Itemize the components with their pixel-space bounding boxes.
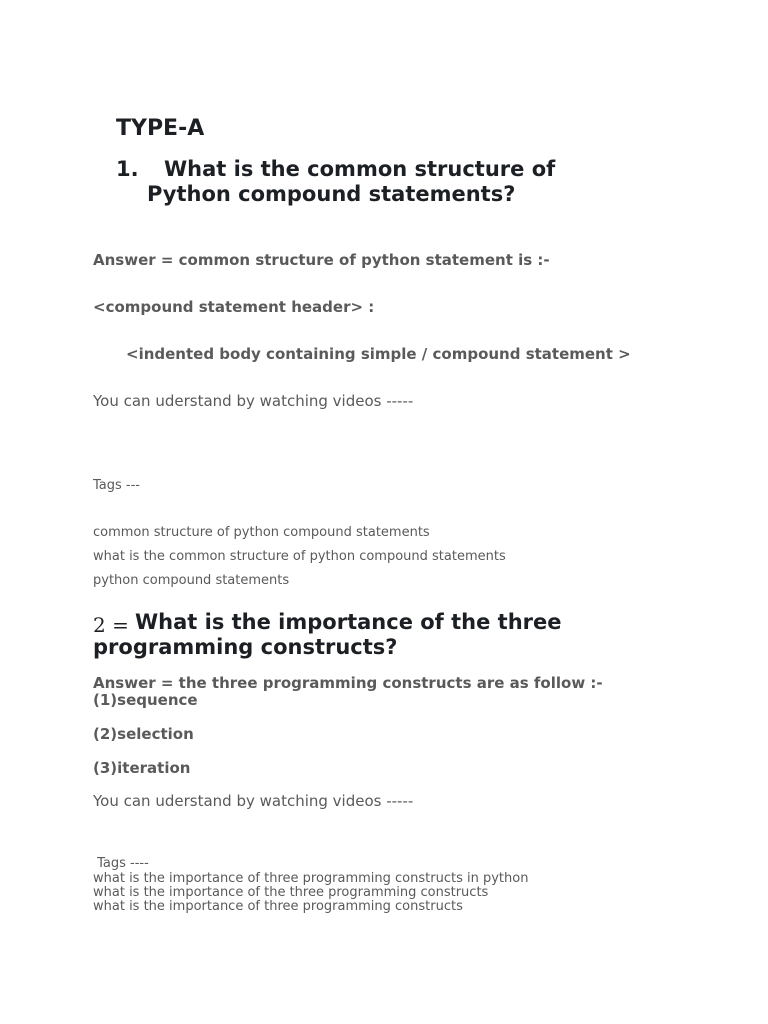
question-2-title-line-2: programming constructs? bbox=[93, 635, 398, 659]
question-2-item: (3)iteration bbox=[93, 759, 191, 777]
question-2-prefix: 2 = bbox=[93, 613, 129, 637]
question-2-item: (2)selection bbox=[93, 725, 194, 743]
question-2-tag: what is the importance of three programming constructs bbox=[93, 899, 463, 914]
question-1-answer-intro: Answer = common structure of python statement is :- bbox=[93, 251, 550, 269]
question-1-header-line: <compound statement header> : bbox=[93, 298, 375, 316]
question-2-answer-intro: Answer = the three programming constructs are as follow :- bbox=[93, 674, 603, 692]
question-1-tag: python compound statements bbox=[93, 573, 290, 588]
question-2-tag: what is the importance of three programming constructs in python bbox=[93, 871, 529, 886]
question-2-video-note: You can uderstand by watching videos ----- bbox=[93, 792, 414, 810]
question-2-item: (1)sequence bbox=[93, 691, 198, 709]
question-1-number: 1. bbox=[116, 157, 139, 181]
question-2-tag: what is the importance of the three programming constructs bbox=[93, 885, 489, 900]
question-2-tags-label: Tags ---- bbox=[93, 856, 149, 871]
section-heading: TYPE-A bbox=[116, 116, 205, 141]
question-1-tag: what is the common structure of python compound statements bbox=[93, 549, 506, 564]
question-1-title-line-2: Python compound statements? bbox=[147, 182, 516, 206]
question-1-title-line-1: What is the common structure of bbox=[164, 157, 556, 181]
question-1-tags-label: Tags --- bbox=[93, 478, 140, 493]
question-1-tag: common structure of python compound statements bbox=[93, 525, 430, 540]
question-1-body-line: <indented body containing simple / compound statement > bbox=[126, 345, 631, 363]
question-2-title-line-1: What is the importance of the three bbox=[135, 610, 562, 634]
question-1-video-note: You can uderstand by watching videos ----- bbox=[93, 392, 414, 410]
